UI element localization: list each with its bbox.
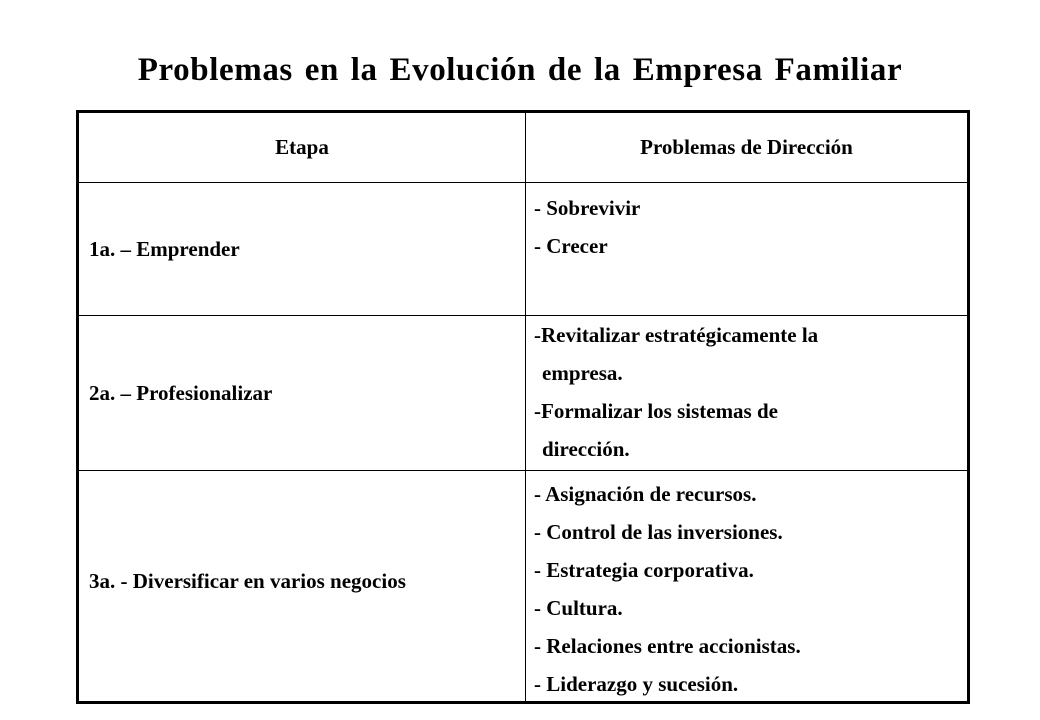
header-cell-stage bbox=[79, 113, 525, 182]
problem-item: - Sobrevivir bbox=[534, 196, 641, 220]
problem-item: - Cultura. bbox=[534, 596, 623, 620]
header-cell-problems bbox=[526, 113, 967, 182]
problem-item: dirección. bbox=[542, 437, 630, 461]
stage-label: 3a. - Diversificar en varios negocios bbox=[89, 568, 406, 593]
header-problems-label: Problemas de Dirección bbox=[640, 135, 853, 159]
stage-cell bbox=[79, 183, 525, 315]
problems-cell bbox=[526, 183, 967, 315]
problem-item: empresa. bbox=[542, 361, 623, 385]
problems-cell bbox=[526, 471, 967, 701]
table-row bbox=[79, 470, 967, 701]
slide-title: Problemas en la Evolución de la Empresa Familiar bbox=[137, 52, 903, 88]
header-stage-label: Etapa bbox=[275, 135, 329, 159]
table-header-row bbox=[79, 113, 967, 182]
stage-label: 2a. – Profesionalizar bbox=[89, 380, 273, 405]
stage-cell bbox=[79, 316, 525, 470]
problem-item: - Asignación de recursos. bbox=[534, 482, 757, 506]
stage-label: 1a. – Emprender bbox=[89, 236, 240, 261]
problem-item: -Formalizar los sistemas de bbox=[534, 399, 778, 423]
problem-item: - Liderazgo y sucesión. bbox=[534, 672, 739, 696]
problems-cell bbox=[526, 316, 967, 470]
evolution-problems-table bbox=[76, 110, 970, 704]
problem-item: - Crecer bbox=[534, 234, 608, 258]
problem-item: - Control de las inversiones. bbox=[534, 520, 783, 544]
table-row bbox=[79, 182, 967, 315]
problem-item: - Estrategia corporativa. bbox=[534, 558, 754, 582]
table-row bbox=[79, 315, 967, 470]
stage-cell bbox=[79, 471, 525, 701]
problem-item: -Revitalizar estratégicamente la bbox=[534, 323, 819, 347]
problem-item: - Relaciones entre accionistas. bbox=[534, 634, 801, 658]
